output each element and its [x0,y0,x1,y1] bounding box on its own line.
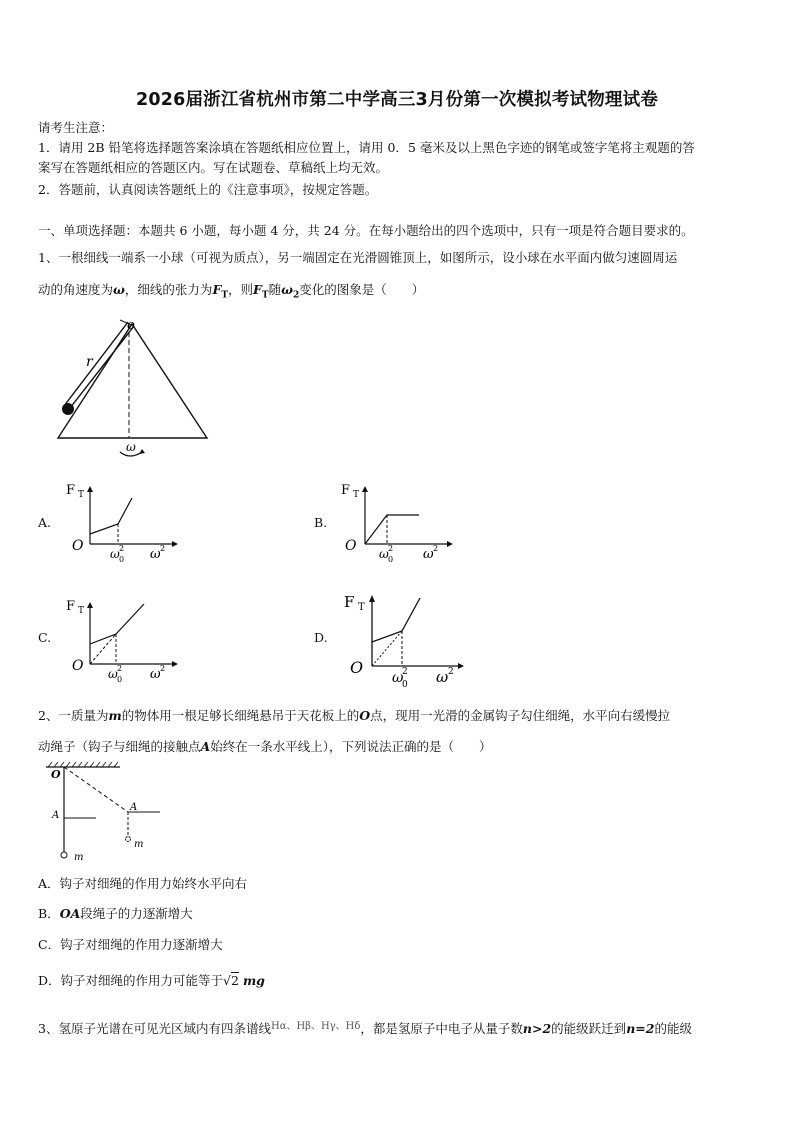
svg-text:T: T [353,490,360,500]
q2-option-a[interactable]: A．钩子对细绳的作用力始终水平向右 [38,876,248,891]
svg-text:0: 0 [388,555,394,564]
q1-option-d-label[interactable]: D. [314,630,328,645]
ball [62,403,74,415]
svg-text:T: T [78,490,85,500]
svg-text:A: A [130,802,138,813]
q1-option-a-label[interactable]: A. [38,515,52,530]
svg-text:0: 0 [119,555,125,564]
svg-text:0: 0 [117,675,123,684]
svg-text:2: 2 [117,664,123,673]
svg-text:ω: ω [108,667,118,681]
q2-line1: 2、一质量为m的物体用一根足够长细绳悬吊于天花板上的O点，现用一光滑的金属钩子勾住细绳，水平向右缓慢拉 [38,708,671,723]
svg-text:O: O [72,538,84,554]
q1-option-d-graph[interactable] [338,586,473,690]
svg-text:T: T [78,606,85,616]
q1-option-a-graph[interactable] [60,478,185,564]
svg-text:ω: ω [423,547,434,562]
q2-option-c[interactable]: C．钩子对细绳的作用力逐渐增大 [38,937,223,952]
svg-text:2: 2 [388,544,394,553]
svg-text:T: T [358,602,365,613]
svg-text:m: m [74,852,84,863]
section1-heading: 一、单项选择题：本题共 6 小题，每小题 4 分，共 24 分。在每小题给出的四个选项中，只有一项是符合题目要求的。 [38,223,694,238]
svg-text:ω: ω [436,668,449,686]
string-edge1 [70,326,134,408]
svg-text:ω: ω [150,547,161,562]
svg-text:2: 2 [119,544,125,553]
q1-option-c-graph[interactable] [60,594,185,686]
q2-option-b[interactable]: B．OA段绳子的力逐渐增大 [38,906,193,921]
q1-option-c-label[interactable]: C. [38,630,52,645]
page-title: 2026届浙江省杭州市第二中学高三3月份第一次模拟考试物理试卷 [135,90,659,110]
svg-text:2: 2 [160,664,166,673]
svg-text:ω: ω [392,670,404,686]
svg-text:2: 2 [402,667,408,677]
notice-item1-line1: 1．请用 2B 铅笔将选择题答案涂填在答题纸相应位置上，请用 0．5 毫米及以上黑色字迹的钢笔或签字笔将主观题的答 [38,140,695,155]
notice-item1-line2: 案写在答题纸相应的答题区内。写在试题卷、草稿纸上均无效。 [38,160,389,175]
svg-text:O: O [350,658,364,677]
svg-text:A: A [52,810,60,821]
string-edge2 [64,322,128,406]
svg-text:m: m [134,839,144,850]
rope-dashed [64,767,128,812]
svg-text:0: 0 [402,680,408,690]
notice-heading: 请考生注意： [38,120,114,135]
q1-line1: 1、一根细线一端系一小球（可视为质点），另一端固定在光滑圆锥顶上，如图所示，设小球在水平面内做匀速圆周运 [38,250,678,265]
q2-rope-figure [44,760,174,864]
q3-line1: 3、氢原子光谱在可见光区域内有四条谱线$^{H\alpha、H\beta、H\gamma、H\delta}$，都是氢原子中电子从量子数n>2的能级跃迁到n=2的能级 [38,1021,692,1036]
cone-outline [58,324,207,438]
svg-text:2: 2 [160,544,166,553]
svg-text:O: O [72,658,84,674]
apex-label: o [127,318,135,333]
q2-line2: 动绳子（钩子与细绳的接触点A始终在一条水平线上），下列说法正确的是（ ） [38,739,492,754]
svg-text:F: F [66,483,76,498]
omega-label: ω [126,440,136,454]
notice-item2: 2．答题前，认真阅读答题纸上的《注意事项》，按规定答题。 [38,182,378,197]
q1-cone-figure [50,312,240,462]
svg-text:ω: ω [110,547,120,561]
svg-text:2: 2 [433,544,439,553]
q1-option-b-label[interactable]: B. [314,515,328,530]
svg-text:F: F [341,483,351,498]
q2-option-d[interactable]: D．钩子对细绳的作用力可能等于√2 mg [38,973,265,988]
q1-option-b-graph[interactable] [335,478,460,564]
svg-text:O: O [345,538,357,554]
svg-text:ω: ω [150,667,161,682]
svg-text:ω: ω [379,547,389,561]
svg-text:F: F [66,599,76,614]
svg-text:F: F [344,593,355,611]
svg-text:2: 2 [448,667,454,677]
rope-label: r [86,354,93,370]
svg-text:O: O [51,768,61,781]
q1-line2: 动的角速度为ω，细线的张力为$F_T$，则$F_T$随$\omega_2$变化的图象是（ ） [38,282,425,301]
